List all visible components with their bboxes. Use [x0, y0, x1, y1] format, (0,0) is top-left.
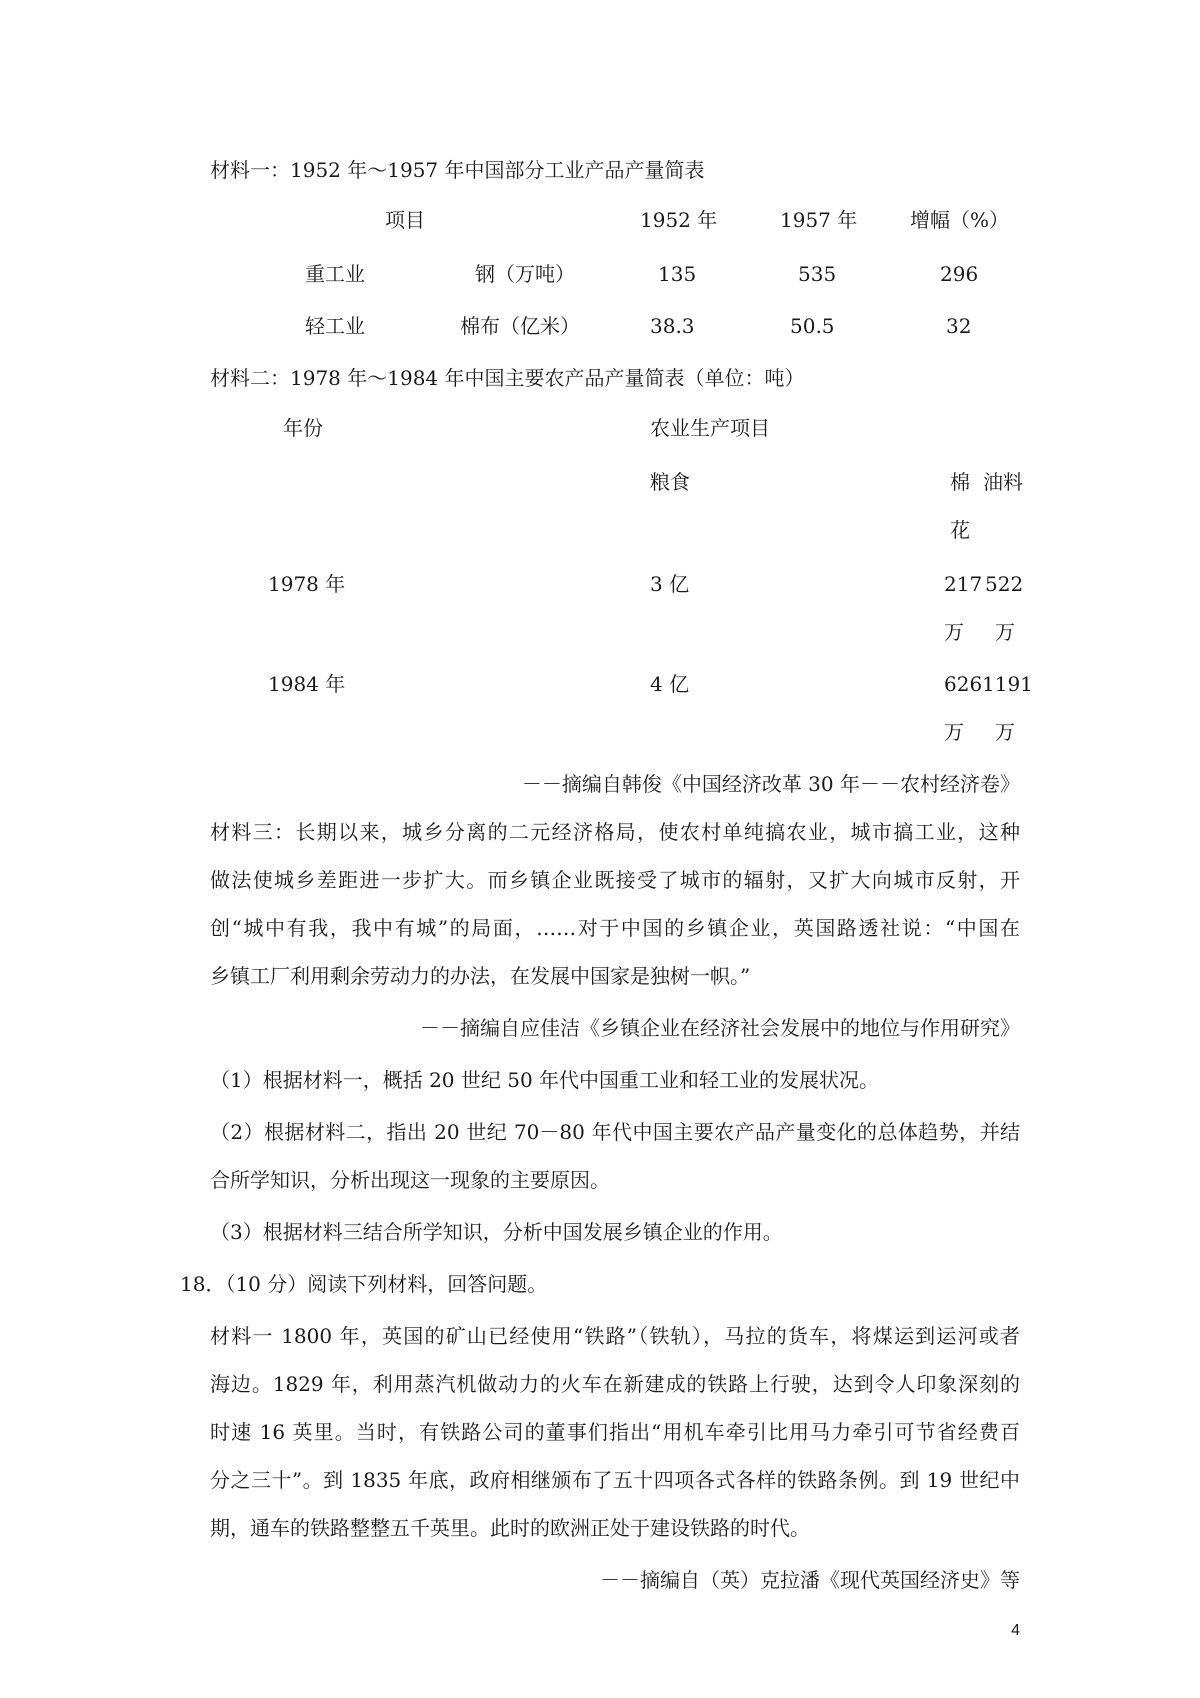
table2-row-cotton: 217 — [944, 572, 983, 596]
table2-col-cotton-1: 棉 — [950, 470, 970, 494]
q18-material-line: 期，通车的铁路整整五千英里。此时的欧洲正处于建设铁路的时代。 — [210, 1516, 810, 1540]
table1-header-1952: 1952 年 — [640, 208, 718, 232]
table2-col-cotton-2: 花 — [950, 518, 970, 542]
table2-row-cotton: 626 — [944, 672, 983, 696]
table1-header-1957: 1957 年 — [780, 208, 858, 232]
q18-material-line: 海边。1829 年，利用蒸汽机做动力的火车在新建成的铁路上行驶，达到令人印象深刻的 — [210, 1372, 1020, 1396]
table1-header-growth: 增幅（%） — [910, 208, 1010, 232]
table1-row-1957: 50.5 — [790, 314, 835, 338]
table1-row-1957: 535 — [798, 262, 837, 286]
table1-row-category: 轻工业 — [305, 314, 365, 338]
question-1: （1）根据材料一，概括 20 世纪 50 年代中国重工业和轻工业的发展状况。 — [210, 1068, 880, 1092]
table1-row-category: 重工业 — [305, 262, 365, 286]
q18-material-line: 分之三十”。到 1835 年底，政府相继颁布了五十四项各式各样的铁路条例。到 19 世纪中 — [210, 1468, 1020, 1492]
table2-header-year: 年份 — [283, 416, 323, 440]
table2-col-grain: 粮食 — [650, 470, 690, 494]
table2-header-project: 农业生产项目 — [650, 416, 770, 440]
table2-row-cotton-unit: 万 — [944, 720, 964, 744]
q18-heading: 18．（10 分）阅读下列材料，回答问题。 — [180, 1272, 548, 1296]
q18-material-line: 时速 16 英里。当时，有铁路公司的董事们指出“用机车牵引比用马力牵引可节省经费百 — [210, 1420, 1020, 1444]
q18-material-line: 材料一 1800 年，英国的矿山已经使用“铁路”（铁轨），马拉的货车，将煤运到运河或者 — [210, 1324, 1020, 1348]
table2-col-oil: 油料 — [983, 470, 1023, 494]
material3-line: 创“城中有我，我中有城”的局面，……对于中国的乡镇企业，英国路透社说：“中国在 — [210, 916, 1020, 940]
material2-title: 材料二：1978 年～1984 年中国主要农产品产量简表（单位：吨） — [210, 366, 805, 390]
table1-row-growth: 296 — [940, 262, 979, 286]
table2-row-oil-unit: 万 — [995, 720, 1015, 744]
table1-row-item: 棉布（亿米） — [460, 314, 580, 338]
q18-source: －－摘编自（英）克拉潘《现代英国经济史》等 — [600, 1568, 1020, 1592]
material3-line: 乡镇工厂利用剩余劳动力的办法，在发展中国家是独树一帜。” — [210, 964, 751, 988]
question-2-line-1: （2）根据材料二，指出 20 世纪 70－80 年代中国主要农产品产量变化的总体趋势，并结 — [210, 1120, 1020, 1144]
table2-row-oil: 1191 — [982, 672, 1033, 696]
material3-source: －－摘编自应佳洁《乡镇企业在经济社会发展中的地位与作用研究》 — [420, 1016, 1020, 1040]
table2-row-oil: 522 — [985, 572, 1024, 596]
table1-row-1952: 38.3 — [650, 314, 695, 338]
table2-row-cotton-unit: 万 — [944, 620, 964, 644]
material2-source: －－摘编自韩俊《中国经济改革 30 年－－农村经济卷》 — [521, 772, 1020, 796]
table1-row-1952: 135 — [658, 262, 697, 286]
table1-header-item: 项目 — [385, 208, 425, 232]
question-3: （3）根据材料三结合所学知识，分析中国发展乡镇企业的作用。 — [210, 1220, 783, 1244]
page-number: 4 — [1011, 1622, 1020, 1639]
table1-row-item: 钢（万吨） — [475, 262, 575, 286]
table2-row-grain: 3 亿 — [650, 572, 690, 596]
material1-title: 材料一：1952 年～1957 年中国部分工业产品产量简表 — [210, 158, 705, 182]
table2-row-oil-unit: 万 — [995, 620, 1015, 644]
material3-line: 材料三：长期以来，城乡分离的二元经济格局，使农村单纯搞农业，城市搞工业，这种 — [210, 820, 1020, 844]
question-2-line-2: 合所学知识，分析出现这一现象的主要原因。 — [210, 1168, 610, 1192]
table2-row-year: 1978 年 — [268, 572, 346, 596]
table1-row-growth: 32 — [946, 314, 972, 338]
table2-row-grain: 4 亿 — [650, 672, 690, 696]
table2-row-year: 1984 年 — [268, 672, 346, 696]
material3-line: 做法使城乡差距进一步扩大。而乡镇企业既接受了城市的辐射，又扩大向城市反射，开 — [210, 868, 1020, 892]
